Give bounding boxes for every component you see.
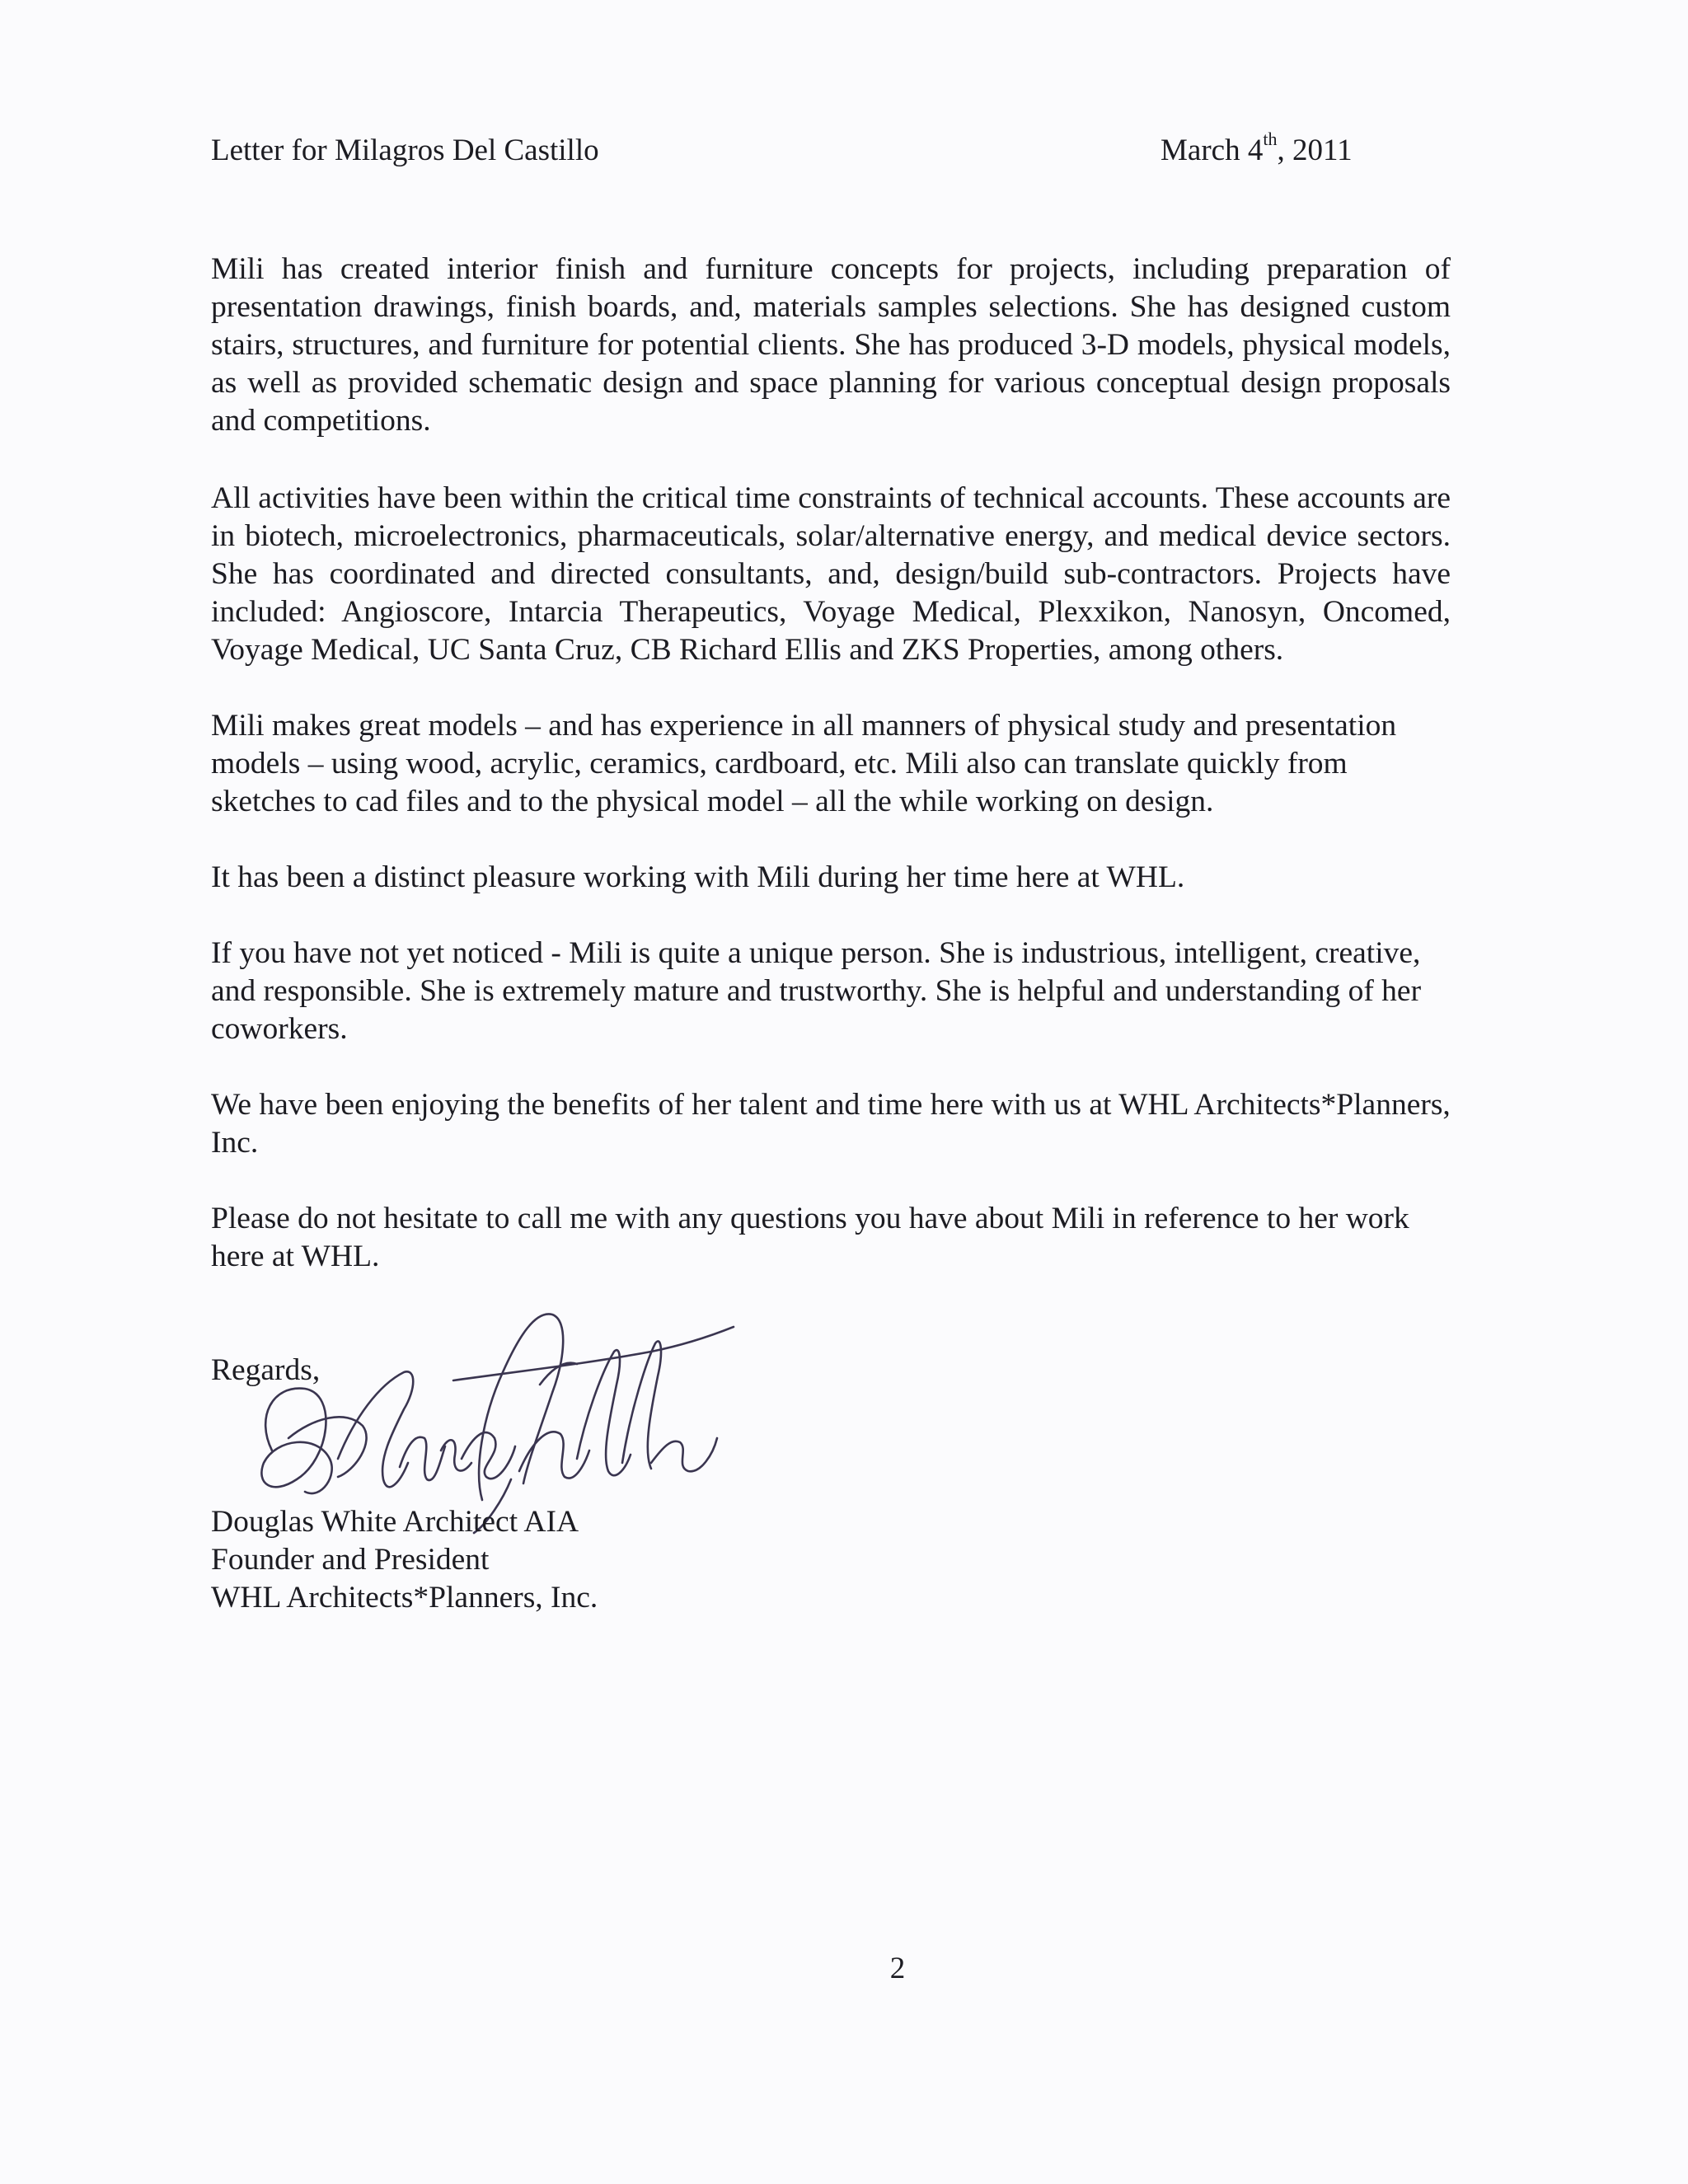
letter-subject: Letter for Milagros Del Castillo xyxy=(211,134,599,167)
paragraph-contact: Please do not hesitate to call me with any questions you have about Mili in reference to her work here at WHL. xyxy=(211,1202,1409,1273)
page-number: 2 xyxy=(889,1952,906,1985)
date-suffix: th xyxy=(1263,129,1278,149)
date-year: , 2011 xyxy=(1277,134,1353,167)
closing-salutation: Regards, xyxy=(211,1353,321,1387)
paragraph-models: Mili makes great models – and has experience in all manners of physical study and presentation models – using wood, acrylic, ceramics, cardboard, etc. Mili also can translate quickly from sketches to cad files and to the physical model – all the while working on design. xyxy=(211,709,1397,818)
paragraph-accounts: All activities have been within the critical time constraints of technical accounts. These accounts are in biotech, microelectronics, pharmaceuticals, solar/alternative energy, and medical device sectors. She has coordinated and directed consultants, and, design/build sub-contractors. Projects have included: Angioscore, Intarcia Therapeutics, Voyage Medical, Plexxikon, Nanosyn, Oncomed, Voyage Medical, UC Santa Cruz, CB Richard Ellis and ZKS Properties, among others. xyxy=(211,481,1451,667)
paragraph-pleasure: It has been a distinct pleasure working with Mili during her time here at WHL. xyxy=(211,860,1185,894)
signer-company: WHL Architects*Planners, Inc. xyxy=(211,1581,598,1615)
letter-date xyxy=(1160,129,1353,170)
paragraph-benefits: We have been enjoying the benefits of her talent and time here with us at WHL Architects*Planners, Inc. xyxy=(211,1088,1451,1160)
paragraph-design-work: Mili has created interior finish and furniture concepts for projects, including preparation of presentation drawings, finish boards, and, materials samples selections. She has designed custom stairs, structures, and furniture for potential clients. She has produced 3-D models, physical models, as well as provided schematic design and space planning for various conceptual design proposals and competitions. xyxy=(211,252,1451,438)
signer-position: Founder and President xyxy=(211,1543,490,1577)
date-month-day: March 4 xyxy=(1160,134,1264,167)
paragraph-personality: If you have not yet noticed - Mili is quite a unique person. She is industrious, intelligent, creative, and responsible. She is extremely mature and trustworthy. She is helpful and understanding of her coworkers. xyxy=(211,936,1422,1046)
signer-name: Douglas White Architect AIA xyxy=(211,1505,579,1539)
